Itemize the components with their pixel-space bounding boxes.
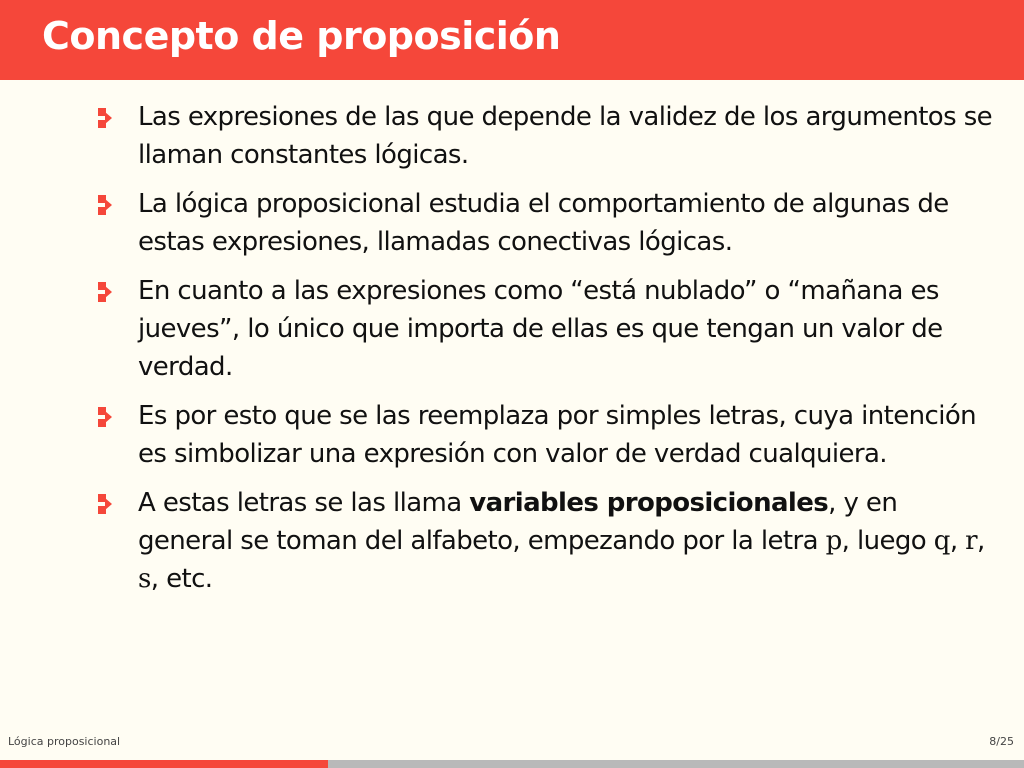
list-item-text-end: , etc. [150, 564, 213, 594]
red-arrow-bullet-icon [98, 407, 116, 427]
list-item-text: Es por esto que se las reemplaza por simples letras, cuya intención es simbolizar una expresión con valor de verdad cualquiera. [138, 401, 977, 469]
red-arrow-bullet-icon [98, 282, 116, 302]
red-arrow-bullet-icon [98, 108, 116, 128]
red-arrow-bullet-icon [98, 494, 116, 514]
variable-r: r [965, 526, 977, 556]
title-bar [0, 0, 1024, 80]
variable-q: q [933, 526, 950, 556]
progress-fill [0, 760, 328, 768]
list-item [96, 484, 996, 598]
separator-text: , [977, 526, 985, 556]
list-item-text: La lógica proposicional estudia el comportamiento de algunas de estas expresiones, llamadas conectivas lógicas. [138, 189, 949, 257]
red-arrow-bullet-icon [98, 195, 116, 215]
list-item-text-mid: , y en general se toman del alfabeto, empezando por la letra [138, 488, 898, 556]
term-bold: variables proposicionales [469, 488, 829, 518]
list-item-text: En cuanto a las expresiones como “está nublado” o “mañana es jueves”, lo único que importa de ellas es que tengan un valor de verdad. [138, 276, 943, 382]
page-number: 8/25 [989, 735, 1014, 748]
separator-text: , [949, 526, 966, 556]
list-item [96, 397, 996, 473]
list-item [96, 98, 996, 174]
footer-title: Lógica proposicional [8, 735, 121, 748]
list-item-text-start: A estas letras se las llama [138, 488, 470, 518]
progress-bar [0, 760, 1024, 768]
list-item-text: Las expresiones de las que depende la validez de los argumentos se llaman constantes lógicas. [138, 102, 993, 170]
bullet-list [96, 98, 996, 609]
slide-title: Concepto de proposición [42, 14, 561, 58]
variable-p: p [825, 526, 842, 556]
separator-text: , luego [841, 526, 934, 556]
list-item [96, 185, 996, 261]
variable-s: s [138, 564, 151, 594]
list-item [96, 272, 996, 386]
